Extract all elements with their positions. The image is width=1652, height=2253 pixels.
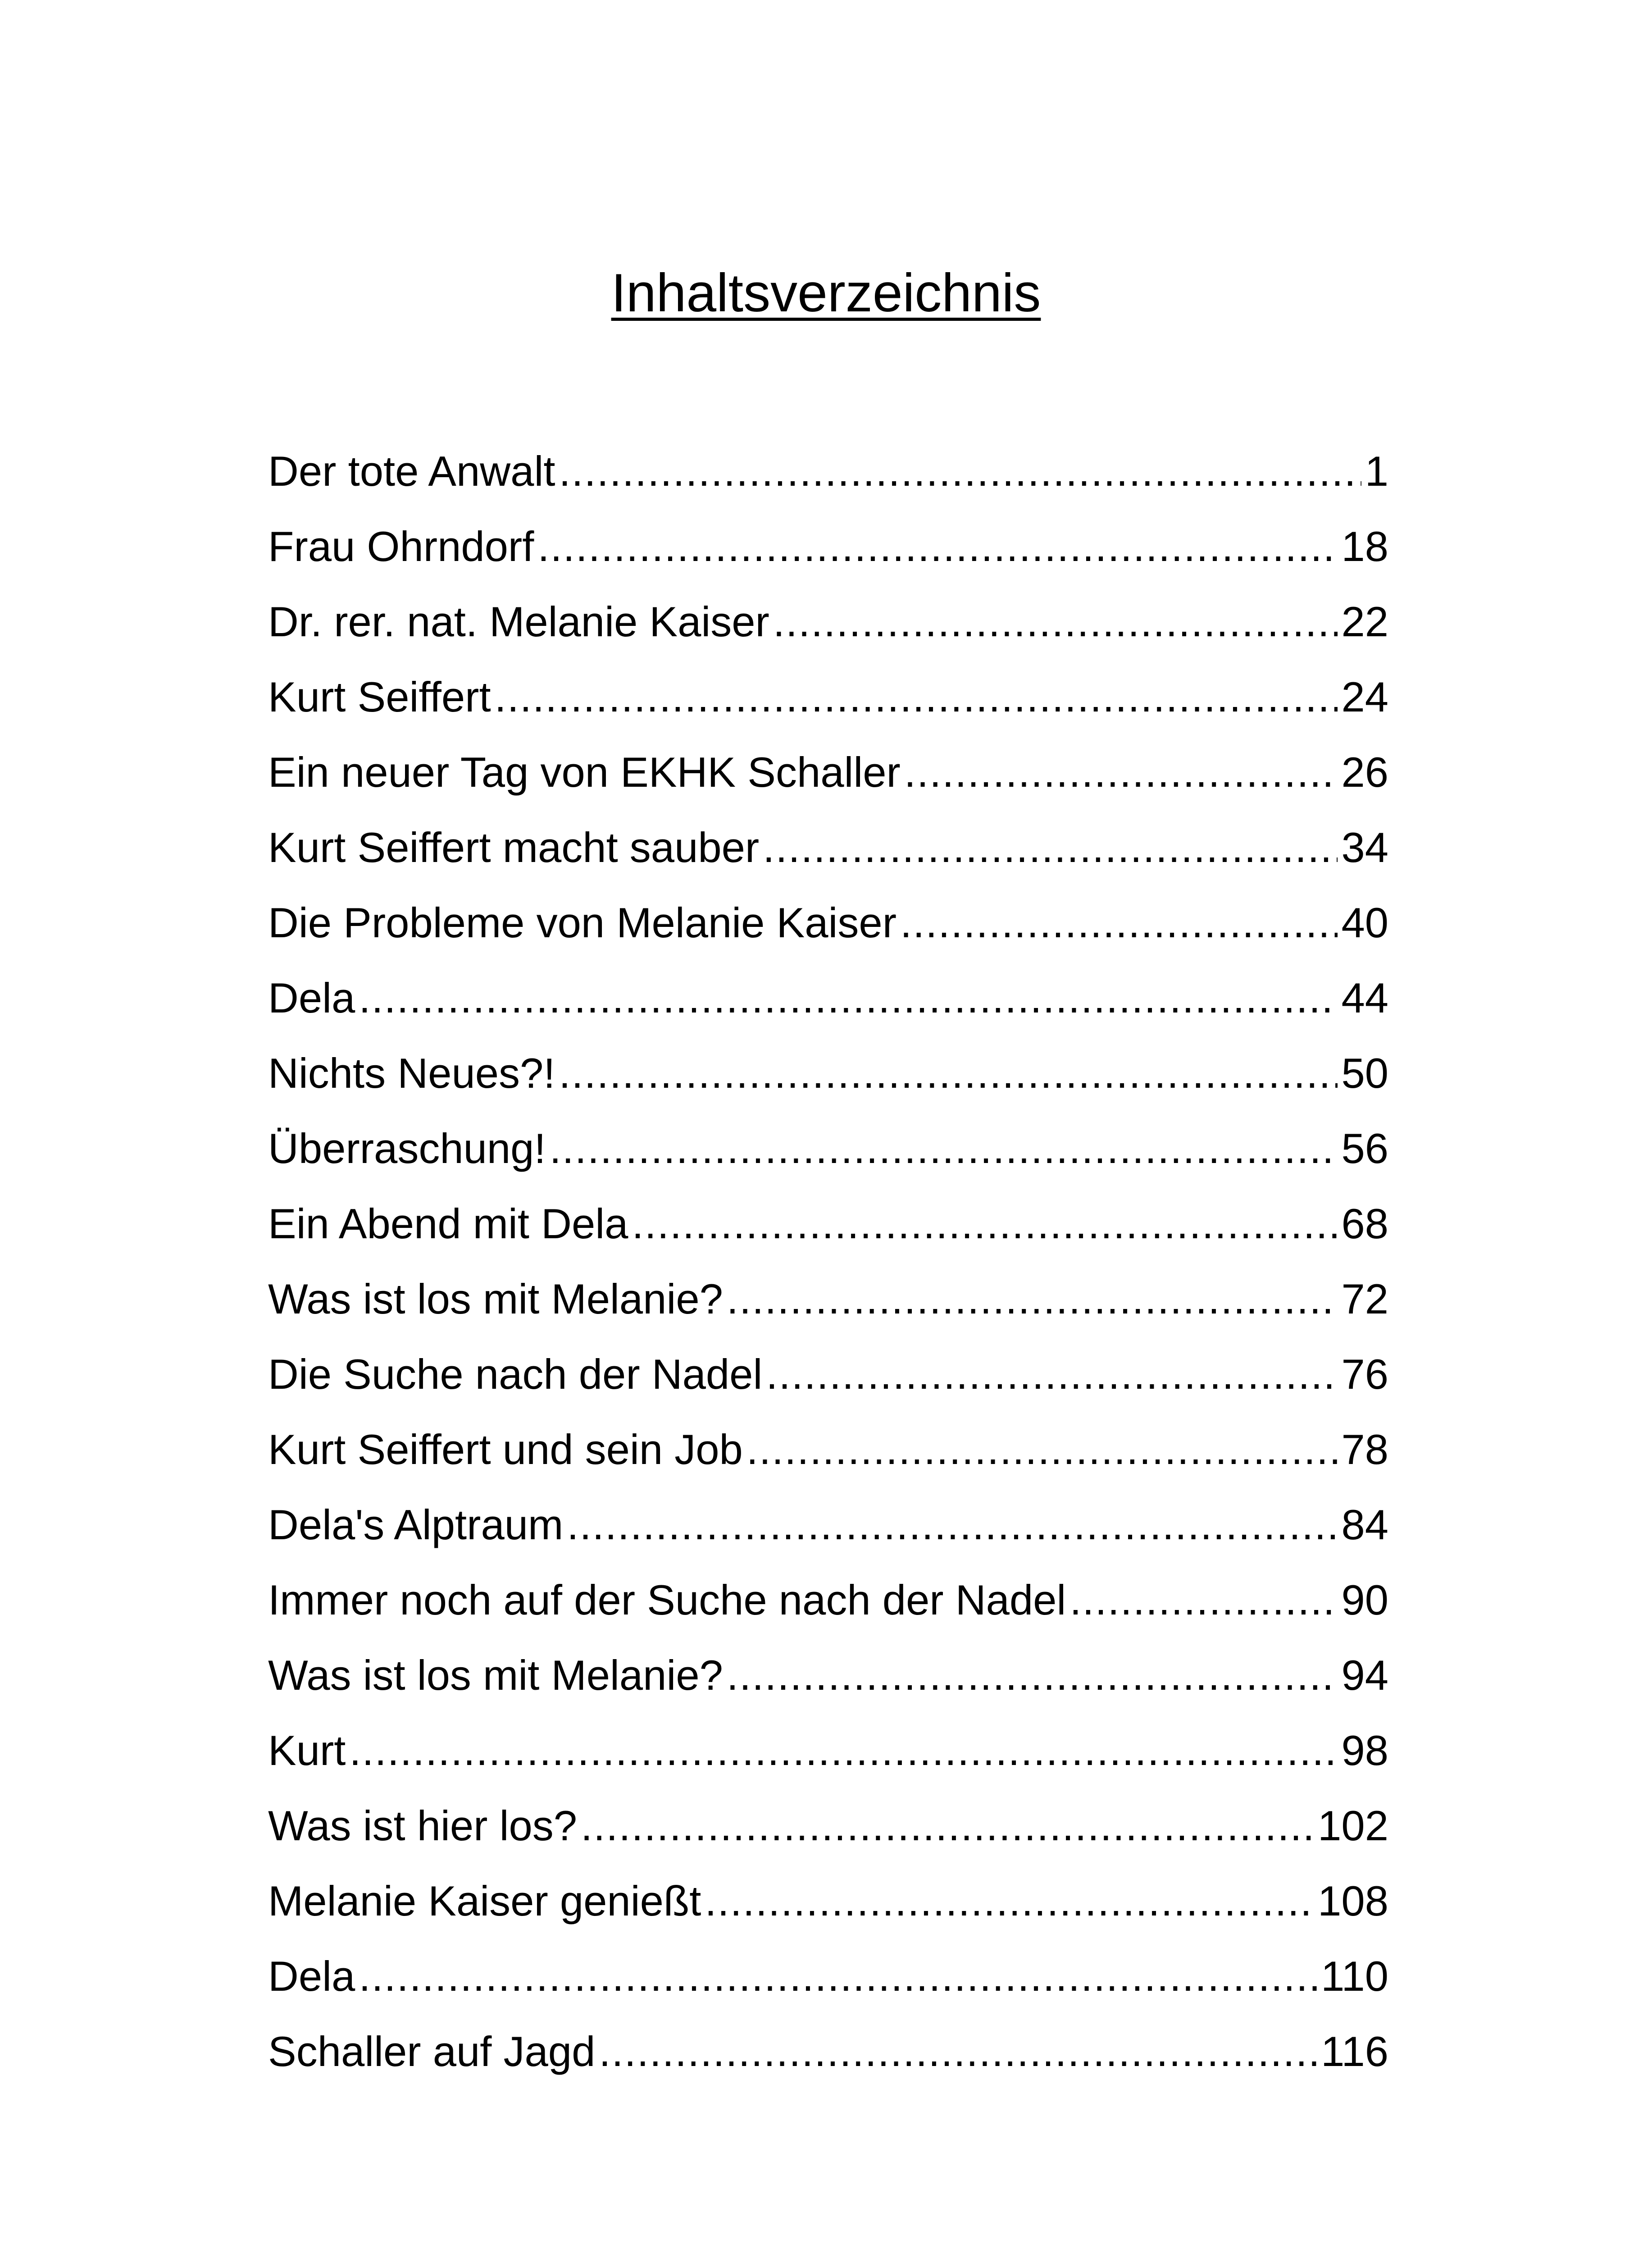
toc-dot-leader [904,747,1338,798]
toc-dot-leader [1069,1575,1338,1625]
toc-entry-title: Der tote Anwalt [268,447,555,495]
toc-entry [268,1048,1388,1123]
toc-entry-page: 56 [1341,1125,1388,1172]
toc-dot-leader [763,822,1338,873]
toc-dot-leader [359,1951,1317,2002]
toc-dot-leader [727,1650,1338,1701]
toc-entry [268,1876,1388,1951]
toc-entry-title: Überraschung! [268,1125,546,1172]
toc-dot-leader [727,1274,1338,1324]
toc-entry-page: 84 [1341,1501,1388,1548]
toc-entry-title: Ein neuer Tag von EKHK Schaller [268,748,901,796]
toc-entry-title: Frau Ohrndorf [268,523,534,570]
toc-entry-title: Kurt Seiffert macht sauber [268,824,760,871]
toc-dot-leader [746,1424,1338,1475]
toc-entry-title: Was ist los mit Melanie? [268,1651,723,1699]
toc-entry-page: 68 [1341,1200,1388,1247]
toc-entry [268,521,1388,597]
toc-entry-page: 90 [1341,1576,1388,1624]
toc-dot-leader [900,898,1338,948]
toc-entry-page: 110 [1321,1952,1388,2000]
toc-entry-page: 24 [1341,673,1388,721]
toc-entry-title: Dela [268,974,355,1022]
toc-dot-leader [581,1801,1314,1851]
toc-entry-title: Dela's Alptraum [268,1501,564,1548]
toc-entry-title: Dela [268,1952,355,2000]
toc-entry [268,1575,1388,1650]
toc-entry-page: 1 [1365,447,1388,495]
toc-entry-title: Kurt [268,1727,346,1774]
toc-entry-title: Kurt Seiffert und sein Job [268,1426,743,1473]
toc-entry-title: Schaller auf Jagd [268,2028,596,2075]
toc-dot-leader [495,672,1338,722]
toc-entry-page: 44 [1341,974,1388,1022]
toc-entry [268,1123,1388,1199]
toc-dot-leader [705,1876,1314,1926]
toc-entry-page: 72 [1341,1275,1388,1323]
toc-entry-page: 102 [1318,1802,1388,1849]
toc-entry [268,2026,1388,2102]
toc-entry-page: 50 [1341,1049,1388,1097]
page-title [0,261,1652,324]
toc-entry [268,1274,1388,1349]
toc-entry [268,898,1388,973]
toc-dot-leader [599,2026,1317,2077]
toc-dot-leader [632,1199,1338,1249]
toc-entry [268,1349,1388,1424]
toc-entry [268,1424,1388,1500]
toc-entry-page: 78 [1341,1426,1388,1473]
toc-entry-page: 116 [1321,2028,1388,2075]
toc-entry [268,672,1388,747]
page-title-text: Inhaltsverzeichnis [611,263,1041,323]
toc-dot-leader [559,446,1361,497]
toc-dot-leader [537,521,1338,572]
toc-entry [268,1951,1388,2026]
toc-entry [268,1650,1388,1725]
toc-entry-title: Was ist hier los? [268,1802,578,1849]
toc-entry-page: 94 [1341,1651,1388,1699]
toc-entry-page: 40 [1341,899,1388,946]
toc-dot-leader [550,1123,1338,1174]
toc-entry [268,747,1388,822]
toc-dot-leader [349,1725,1338,1776]
toc-entry [268,1500,1388,1575]
toc-entry [268,1801,1388,1876]
toc-dot-leader [559,1048,1338,1099]
toc-entry-title: Kurt Seiffert [268,673,491,721]
toc-dot-leader [773,597,1338,647]
toc-entry-page: 26 [1341,748,1388,796]
toc-entry-title: Was ist los mit Melanie? [268,1275,723,1323]
toc-entry-page: 98 [1341,1727,1388,1774]
table-of-contents [268,446,1388,2102]
toc-entry-title: Die Probleme von Melanie Kaiser [268,899,897,946]
toc-dot-leader [567,1500,1338,1550]
toc-entry-title: Melanie Kaiser genießt [268,1877,701,1925]
toc-entry [268,597,1388,672]
toc-entry-page: 76 [1341,1350,1388,1398]
toc-entry [268,822,1388,898]
toc-entry-title: Immer noch auf der Suche nach der Nadel [268,1576,1066,1624]
toc-entry-page: 108 [1318,1877,1388,1925]
toc-entry [268,446,1388,521]
toc-entry-page: 22 [1341,598,1388,645]
toc-entry-page: 18 [1341,523,1388,570]
toc-entry [268,1199,1388,1274]
toc-entry-title: Dr. rer. nat. Melanie Kaiser [268,598,769,645]
toc-dot-leader [766,1349,1338,1400]
toc-entry [268,1725,1388,1801]
toc-dot-leader [359,973,1338,1023]
toc-entry-page: 34 [1341,824,1388,871]
toc-entry [268,973,1388,1048]
toc-entry-title: Die Suche nach der Nadel [268,1350,763,1398]
toc-entry-title: Ein Abend mit Dela [268,1200,628,1247]
toc-entry-title: Nichts Neues?! [268,1049,555,1097]
